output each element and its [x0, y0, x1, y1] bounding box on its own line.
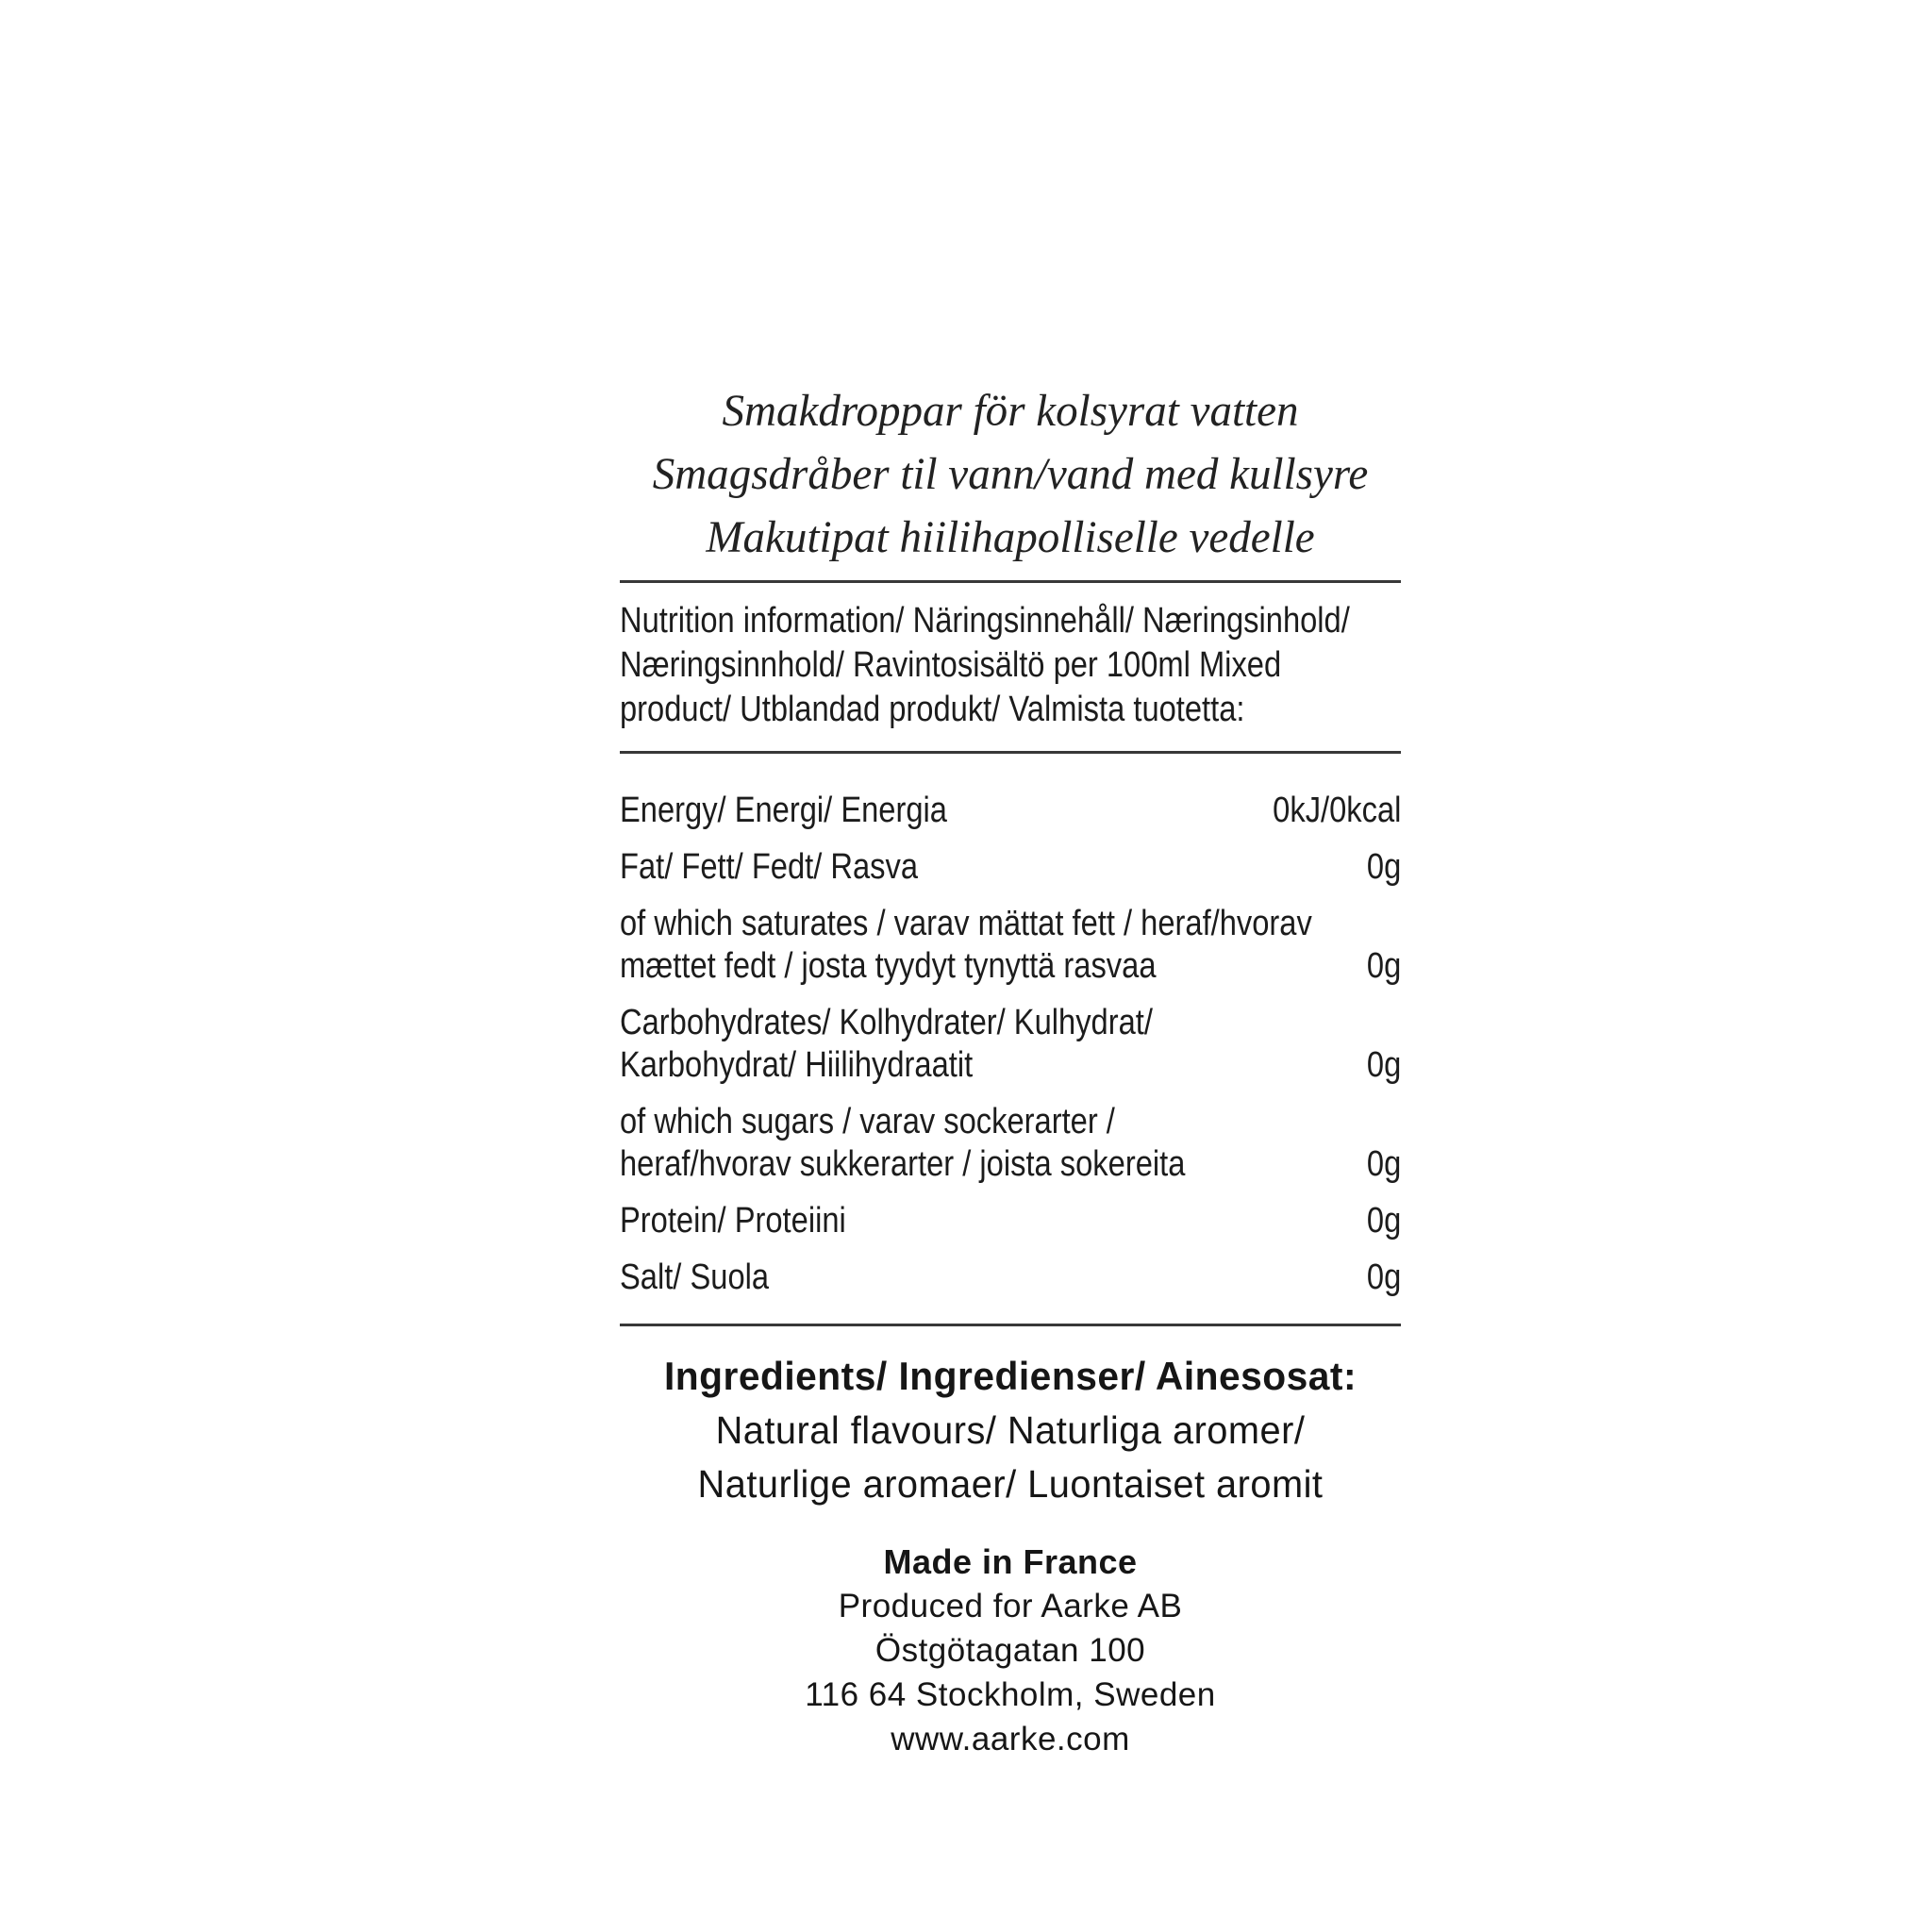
- table-row: [620, 1002, 1401, 1087]
- made-in-france-label: Made in France: [883, 1542, 1138, 1581]
- divider-middle: [620, 751, 1401, 754]
- nutrition-table: [620, 790, 1401, 1299]
- table-row: [620, 846, 1401, 889]
- website-url: www.aarke.com: [891, 1721, 1130, 1757]
- address-street: Östgötagatan 100: [874, 1632, 1146, 1669]
- ingredients-heading: Ingredients/ Ingredienser/ Ainesosat:: [663, 1354, 1357, 1398]
- ingredients-line: Natural flavours/ Naturliga aromer/: [715, 1408, 1306, 1452]
- address-city: 116 64 Stockholm, Sweden: [805, 1676, 1216, 1713]
- produced-for-line: Produced for Aarke AB: [838, 1588, 1183, 1624]
- nutrient-value: 0g: [1366, 946, 1401, 986]
- nutrient-value: 0g: [1366, 1144, 1401, 1184]
- nutrition-header-line: Næringsinnhold/ Ravintosisältö per 100ml Mixed: [620, 645, 1282, 685]
- nutrient-label: Carbohydrates/ Kolhydrater/ Kulhydrat/ Karbohydrat/ Hiilihydraatit: [620, 1003, 1153, 1085]
- ingredients-section: [620, 1349, 1401, 1511]
- title-line-finnish: Makutipat hiilihapolliselle vedelle: [706, 512, 1315, 562]
- table-row: [620, 1101, 1401, 1186]
- nutrient-value: 0g: [1366, 1201, 1401, 1241]
- nutrient-label: of which sugars / varav sockerarter / heraf/hvorav sukkerarter / joista sokereita: [620, 1102, 1186, 1184]
- nutrient-value: 0kJ/0kcal: [1272, 791, 1401, 830]
- nutrition-header: [620, 599, 1401, 732]
- label-content-column: [620, 379, 1401, 1761]
- table-row: [620, 1200, 1401, 1242]
- nutrient-label: of which saturates / varav mättat fett / heraf/hvorav mættet fedt / josta tyydyt tynyttä rasvaa: [620, 904, 1312, 986]
- ingredients-line: Naturlige aromaer/ Luontaiset aromit: [697, 1462, 1324, 1506]
- nutrient-value: 0g: [1366, 1257, 1401, 1297]
- divider-top: [620, 580, 1401, 583]
- nutrition-header-line: Nutrition information/ Näringsinnehåll/ Næringsinhold/: [620, 601, 1350, 641]
- producer-info: [620, 1540, 1401, 1761]
- table-row: [620, 1257, 1401, 1299]
- table-row: [620, 903, 1401, 988]
- nutrient-label: Energy/ Energi/ Energia: [620, 791, 947, 830]
- nutrient-label: Protein/ Proteiini: [620, 1201, 846, 1241]
- nutrient-label: Salt/ Suola: [620, 1257, 770, 1297]
- title-line-swedish: Smakdroppar för kolsyrat vatten: [722, 386, 1299, 436]
- nutrient-value: 0g: [1366, 1045, 1401, 1085]
- product-title: [620, 379, 1401, 569]
- title-line-danish-norwegian: Smagsdråber til vann/vand med kullsyre: [652, 449, 1369, 499]
- nutrient-value: 0g: [1366, 847, 1401, 887]
- divider-bottom: [620, 1324, 1401, 1326]
- nutrient-label: Fat/ Fett/ Fedt/ Rasva: [620, 847, 919, 887]
- nutrition-header-line: product/ Utblandad produkt/ Valmista tuotetta:: [620, 690, 1245, 729]
- table-row: [620, 790, 1401, 832]
